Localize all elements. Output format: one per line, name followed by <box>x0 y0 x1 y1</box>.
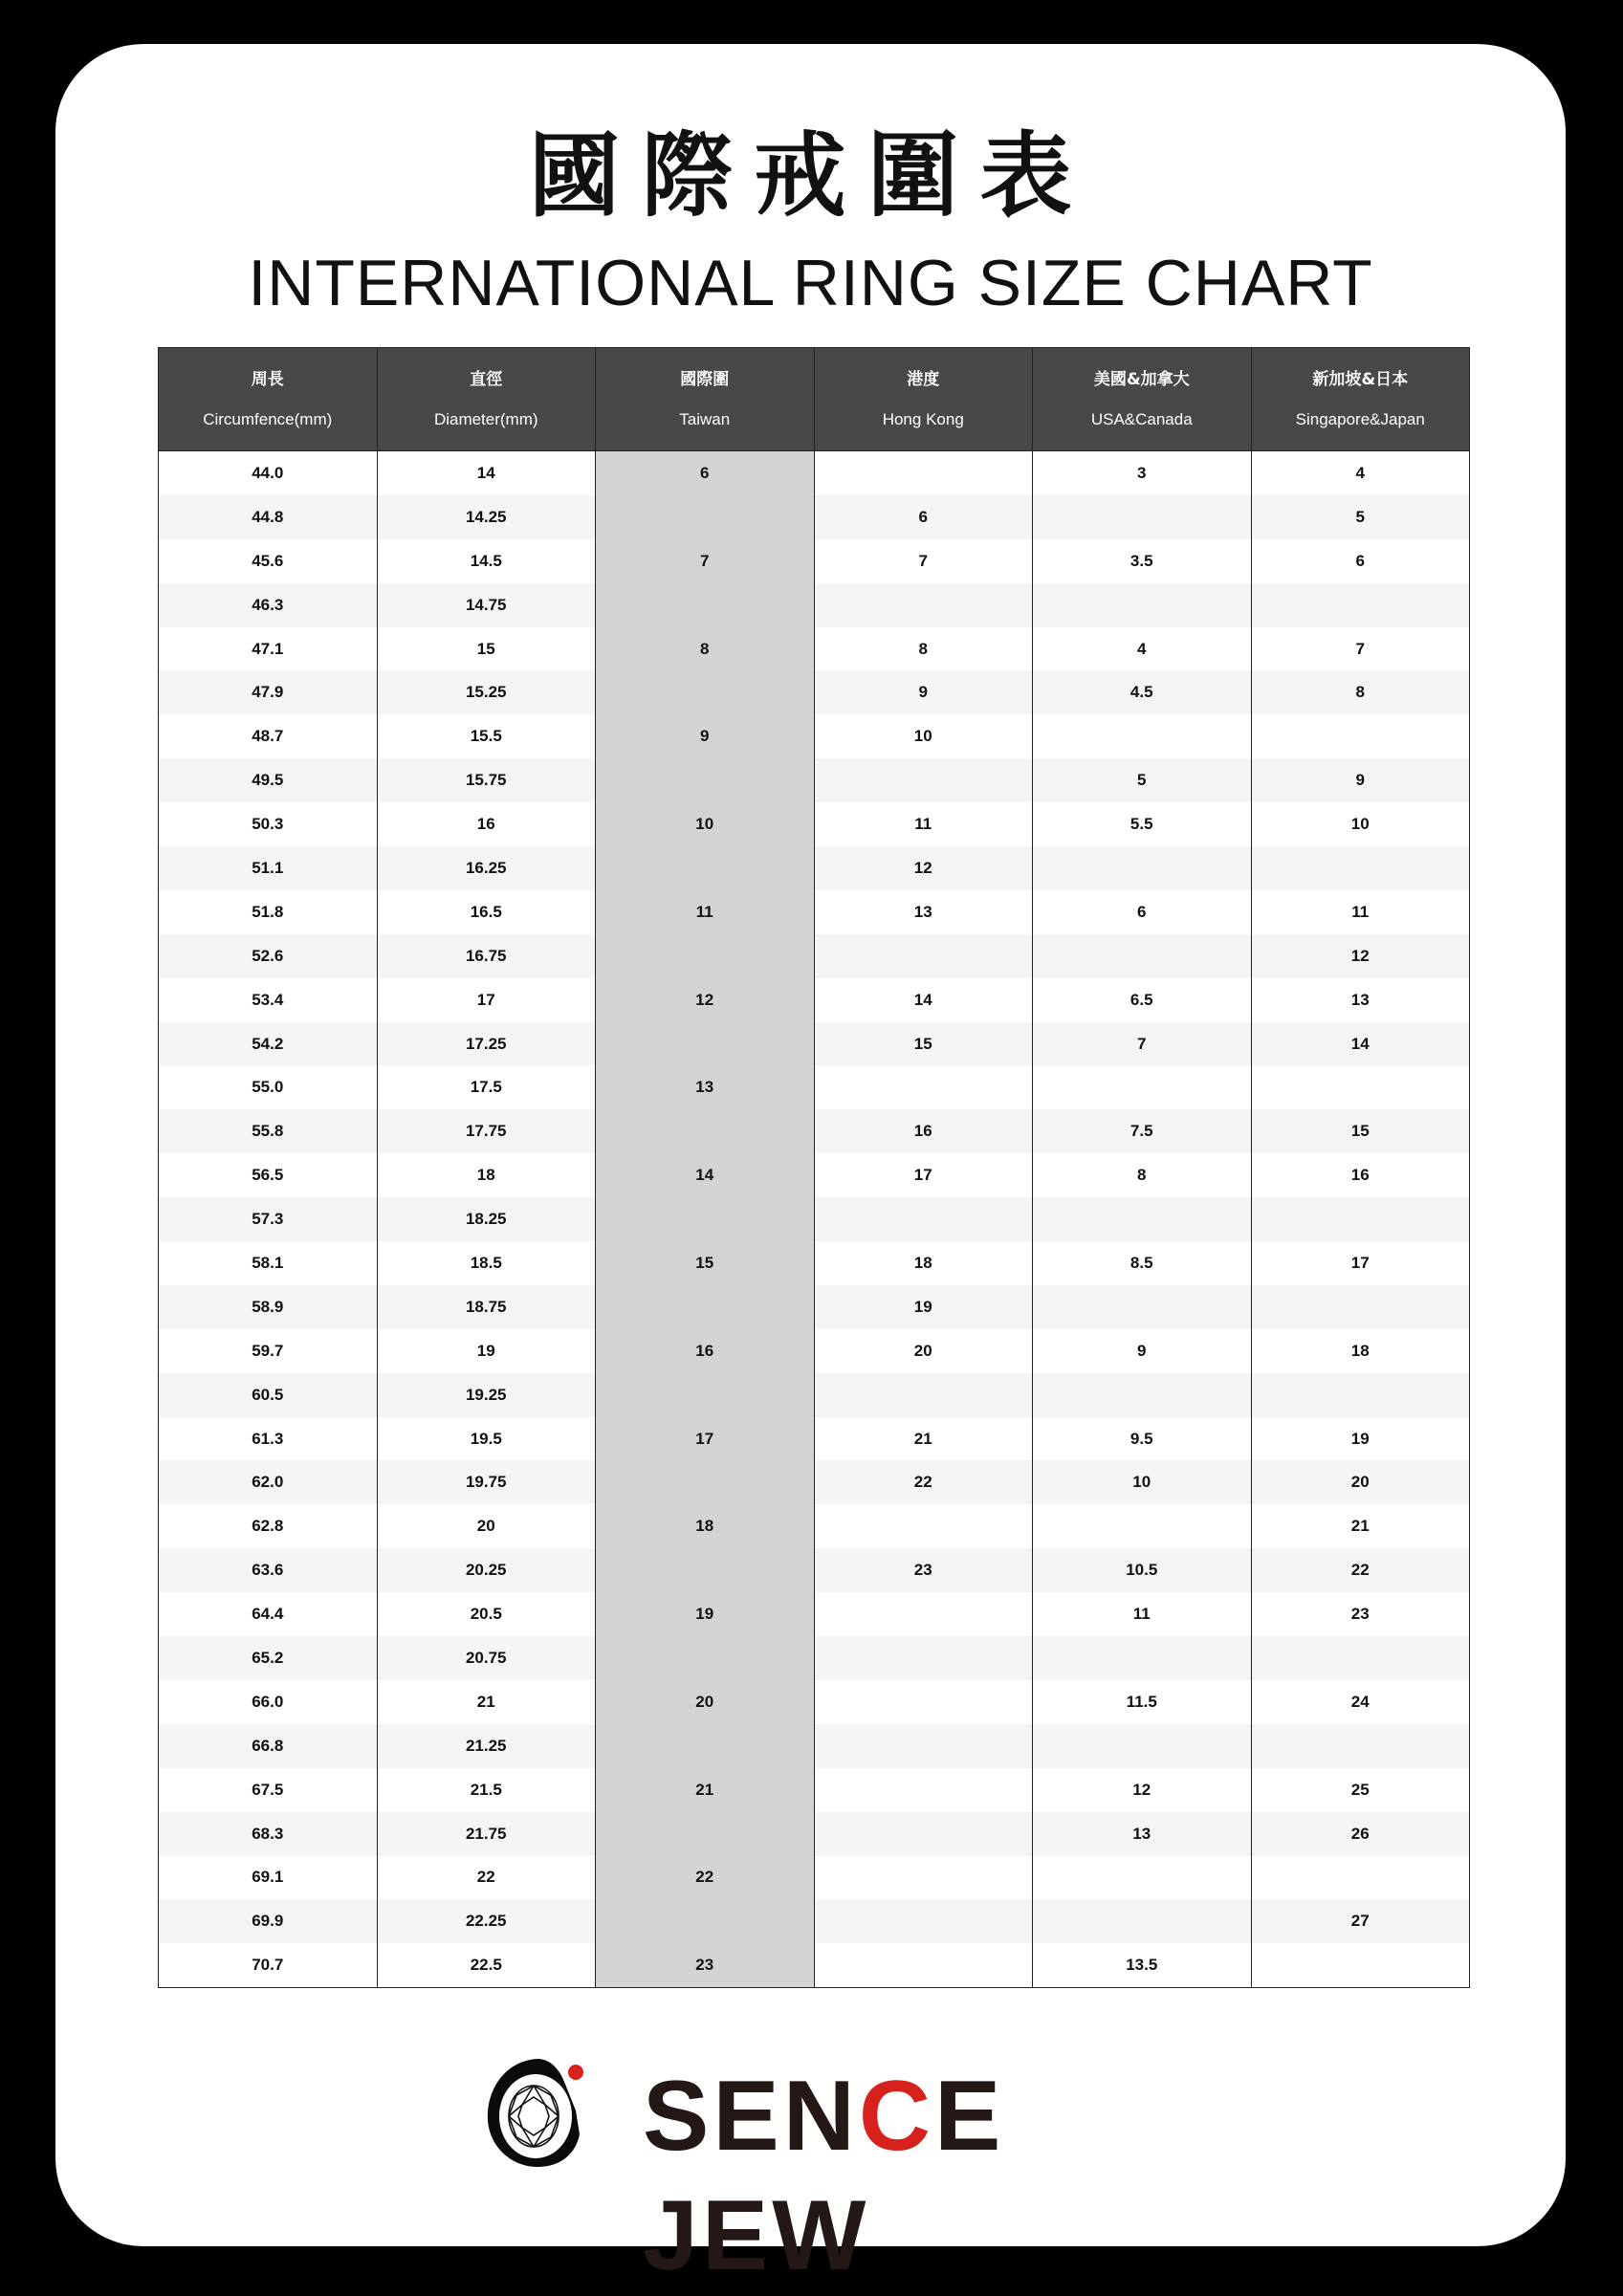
table-cell <box>1251 1636 1470 1680</box>
table-cell: 58.1 <box>159 1241 378 1285</box>
table-cell <box>1251 1724 1470 1768</box>
table-cell <box>814 1592 1033 1636</box>
table-cell: 19 <box>377 1329 596 1373</box>
table-row <box>159 714 1470 758</box>
column-header <box>596 348 815 451</box>
table-cell: 45.6 <box>159 539 378 583</box>
table-cell: 17 <box>814 1153 1033 1197</box>
table-cell <box>596 846 815 890</box>
table-cell: 17 <box>596 1417 815 1461</box>
table-row <box>159 1373 1470 1417</box>
table-cell <box>1251 1943 1470 1987</box>
table-cell: 51.8 <box>159 890 378 934</box>
table-cell: 7 <box>1251 627 1470 671</box>
table-cell: 3 <box>1033 451 1252 495</box>
table-cell: 55.0 <box>159 1065 378 1109</box>
column-header-en: Hong Kong <box>882 409 964 428</box>
table-cell: 18 <box>814 1241 1033 1285</box>
table-row <box>159 1724 1470 1768</box>
table-cell <box>596 670 815 714</box>
table-cell <box>1033 1373 1252 1417</box>
table-cell: 6 <box>1251 539 1470 583</box>
table-cell <box>814 1197 1033 1241</box>
table-cell <box>596 758 815 802</box>
table-cell <box>814 1065 1033 1109</box>
table-cell <box>1033 714 1252 758</box>
table-cell: 57.3 <box>159 1197 378 1241</box>
table-cell <box>814 1812 1033 1856</box>
table-cell: 10 <box>814 714 1033 758</box>
table-cell: 14 <box>1251 1022 1470 1066</box>
table-cell: 20 <box>377 1504 596 1548</box>
table-row <box>159 451 1470 495</box>
table-cell <box>596 934 815 978</box>
table-cell: 17 <box>377 978 596 1022</box>
table-cell: 63.6 <box>159 1548 378 1592</box>
table-cell <box>814 1373 1033 1417</box>
table-cell: 19 <box>1251 1417 1470 1461</box>
table-cell: 20.25 <box>377 1548 596 1592</box>
table-cell <box>814 583 1033 627</box>
table-cell: 20.5 <box>377 1592 596 1636</box>
column-header <box>377 348 596 451</box>
ring-size-card <box>55 44 1566 2291</box>
table-cell: 19.75 <box>377 1460 596 1504</box>
table-cell: 8 <box>1033 1153 1252 1197</box>
table-cell: 16.5 <box>377 890 596 934</box>
table-cell: 15 <box>1251 1109 1470 1153</box>
table-cell <box>1033 1504 1252 1548</box>
table-cell <box>814 1899 1033 1943</box>
table-cell: 64.4 <box>159 1592 378 1636</box>
table-cell: 23 <box>596 1943 815 1987</box>
column-header-zh: 新加坡&日本 <box>1312 369 1409 389</box>
table-cell: 8 <box>1251 670 1470 714</box>
table-cell: 21.75 <box>377 1812 596 1856</box>
table-row <box>159 1856 1470 1900</box>
table-cell: 12 <box>814 846 1033 890</box>
table-cell: 21 <box>814 1417 1033 1461</box>
table-cell: 14.5 <box>377 539 596 583</box>
table-row <box>159 1504 1470 1548</box>
table-cell: 21.25 <box>377 1724 596 1768</box>
table-cell <box>814 758 1033 802</box>
table-cell: 50.3 <box>159 802 378 846</box>
table-cell: 58.9 <box>159 1285 378 1329</box>
table-cell: 21 <box>1251 1504 1470 1548</box>
table-cell: 69.1 <box>159 1856 378 1900</box>
column-header <box>814 348 1033 451</box>
table-cell: 18 <box>1251 1329 1470 1373</box>
column-header-en: Taiwan <box>679 409 731 428</box>
table-cell: 15 <box>377 627 596 671</box>
table-cell: 22.25 <box>377 1899 596 1943</box>
table-cell: 9 <box>1251 758 1470 802</box>
table-cell <box>1033 846 1252 890</box>
table-cell: 15.75 <box>377 758 596 802</box>
table-row <box>159 1065 1470 1109</box>
table-cell: 10 <box>1033 1460 1252 1504</box>
table-body <box>159 451 1470 1988</box>
table-cell: 23 <box>1251 1592 1470 1636</box>
table-cell <box>1033 1197 1252 1241</box>
table-cell: 13 <box>1251 978 1470 1022</box>
table-row <box>159 1899 1470 1943</box>
column-header-en: USA&Canada <box>1090 409 1193 428</box>
table-row <box>159 1768 1470 1812</box>
table-cell <box>596 495 815 539</box>
table-cell: 5.5 <box>1033 802 1252 846</box>
table-cell: 14 <box>596 1153 815 1197</box>
table-row <box>159 846 1470 890</box>
table-cell: 20 <box>596 1680 815 1724</box>
table-cell: 11 <box>814 802 1033 846</box>
table-cell: 17.25 <box>377 1022 596 1066</box>
table-cell <box>596 1109 815 1153</box>
column-header-zh: 港度 <box>907 369 940 389</box>
table-cell: 21 <box>596 1768 815 1812</box>
table-row <box>159 934 1470 978</box>
table-cell: 48.7 <box>159 714 378 758</box>
table-cell: 6.5 <box>1033 978 1252 1022</box>
table-cell: 5 <box>1251 495 1470 539</box>
table-cell <box>814 1943 1033 1987</box>
table-cell: 18.5 <box>377 1241 596 1285</box>
table-cell: 55.8 <box>159 1109 378 1153</box>
table-cell: 22 <box>596 1856 815 1900</box>
table-row <box>159 1460 1470 1504</box>
table-cell: 10 <box>596 802 815 846</box>
table-cell <box>1251 1197 1470 1241</box>
table-cell: 5 <box>1033 758 1252 802</box>
table-cell: 4 <box>1033 627 1252 671</box>
table-cell <box>596 1636 815 1680</box>
brand-name <box>643 2057 1188 2296</box>
table-row <box>159 539 1470 583</box>
table-cell <box>596 1724 815 1768</box>
table-cell: 62.0 <box>159 1460 378 1504</box>
table-cell: 16 <box>1251 1153 1470 1197</box>
table-cell: 18.75 <box>377 1285 596 1329</box>
table-cell: 15.5 <box>377 714 596 758</box>
table-row <box>159 670 1470 714</box>
table-cell <box>596 1548 815 1592</box>
table-row <box>159 1241 1470 1285</box>
table-cell <box>1033 1065 1252 1109</box>
table-cell: 52.6 <box>159 934 378 978</box>
table-cell: 16 <box>377 802 596 846</box>
table-cell: 8 <box>596 627 815 671</box>
table-cell: 4.5 <box>1033 670 1252 714</box>
brand-name-part1: SEN <box>643 2061 859 2172</box>
table-row <box>159 890 1470 934</box>
table-cell: 69.9 <box>159 1899 378 1943</box>
table-cell: 62.8 <box>159 1504 378 1548</box>
table-cell: 47.9 <box>159 670 378 714</box>
table-header-row <box>159 348 1470 451</box>
table-row <box>159 758 1470 802</box>
column-header-zh: 國際圍 <box>680 369 730 389</box>
column-header-en: Circumfence(mm) <box>203 409 333 428</box>
table-cell <box>814 1636 1033 1680</box>
table-cell: 54.2 <box>159 1022 378 1066</box>
table-cell <box>1033 1636 1252 1680</box>
table-cell: 46.3 <box>159 583 378 627</box>
table-row <box>159 1548 1470 1592</box>
table-cell: 23 <box>814 1548 1033 1592</box>
table-row <box>159 1022 1470 1066</box>
table-cell <box>1251 846 1470 890</box>
table-cell: 8 <box>814 627 1033 671</box>
brand-name-accent-letter: C <box>858 2061 934 2172</box>
table-cell: 9 <box>596 714 815 758</box>
table-cell <box>1033 495 1252 539</box>
column-header-en: Singapore&Japan <box>1295 409 1425 428</box>
table-cell <box>814 1724 1033 1768</box>
table-cell: 4 <box>1251 451 1470 495</box>
table-row <box>159 1636 1470 1680</box>
table-cell: 22 <box>814 1460 1033 1504</box>
table-cell: 16.75 <box>377 934 596 978</box>
table-cell: 6 <box>814 495 1033 539</box>
table-cell: 15 <box>814 1022 1033 1066</box>
table-cell: 14.25 <box>377 495 596 539</box>
table-cell <box>814 1504 1033 1548</box>
table-cell: 16.25 <box>377 846 596 890</box>
table-cell: 61.3 <box>159 1417 378 1461</box>
table-cell: 13 <box>596 1065 815 1109</box>
column-header-zh: 直徑 <box>470 369 503 389</box>
table-row <box>159 1153 1470 1197</box>
table-cell: 7.5 <box>1033 1109 1252 1153</box>
table-cell <box>1251 1285 1470 1329</box>
table-cell <box>814 1680 1033 1724</box>
table-cell <box>814 1768 1033 1812</box>
table-cell: 18.25 <box>377 1197 596 1241</box>
table-cell: 9 <box>1033 1329 1252 1373</box>
table-cell: 65.2 <box>159 1636 378 1680</box>
table-row <box>159 627 1470 671</box>
table-cell: 68.3 <box>159 1812 378 1856</box>
table-cell: 14 <box>814 978 1033 1022</box>
table-cell: 15 <box>596 1241 815 1285</box>
brand-logo <box>480 2053 1188 2291</box>
table-cell <box>596 1899 815 1943</box>
table-cell: 67.5 <box>159 1768 378 1812</box>
table-cell <box>1033 934 1252 978</box>
table-cell <box>1251 714 1470 758</box>
diamond-ring-logo-icon <box>480 2053 601 2173</box>
table-cell: 51.1 <box>159 846 378 890</box>
table-cell: 19.25 <box>377 1373 596 1417</box>
ring-size-table <box>158 347 1470 1988</box>
column-header-zh: 周長 <box>251 369 284 389</box>
table-cell: 60.5 <box>159 1373 378 1417</box>
table-cell: 15.25 <box>377 670 596 714</box>
table-cell: 12 <box>1033 1768 1252 1812</box>
table-cell: 9.5 <box>1033 1417 1252 1461</box>
table-cell: 66.0 <box>159 1680 378 1724</box>
table-cell: 22 <box>377 1856 596 1900</box>
column-header <box>1251 348 1470 451</box>
table-cell: 21 <box>377 1680 596 1724</box>
table-cell <box>1251 1373 1470 1417</box>
table-cell: 27 <box>1251 1899 1470 1943</box>
table-cell: 49.5 <box>159 758 378 802</box>
table-cell: 11 <box>596 890 815 934</box>
table-cell: 13.5 <box>1033 1943 1252 1987</box>
table-row <box>159 1109 1470 1153</box>
table-cell: 12 <box>1251 934 1470 978</box>
table-row <box>159 978 1470 1022</box>
table-cell <box>596 1812 815 1856</box>
page-title-chinese: 國際戒圍表 <box>528 122 1093 230</box>
table-row <box>159 1943 1470 1987</box>
table-row <box>159 583 1470 627</box>
table-cell: 11 <box>1251 890 1470 934</box>
table-cell: 13 <box>1033 1812 1252 1856</box>
table-cell: 19 <box>814 1285 1033 1329</box>
table-cell: 6 <box>596 451 815 495</box>
table-cell <box>814 934 1033 978</box>
table-cell: 7 <box>814 539 1033 583</box>
table-cell <box>1033 1724 1252 1768</box>
table-row <box>159 495 1470 539</box>
table-cell: 11.5 <box>1033 1680 1252 1724</box>
table-cell: 22 <box>1251 1548 1470 1592</box>
table-cell: 10.5 <box>1033 1548 1252 1592</box>
table-cell <box>596 1197 815 1241</box>
table-cell: 26 <box>1251 1812 1470 1856</box>
table-cell: 17.75 <box>377 1109 596 1153</box>
table-cell: 17.5 <box>377 1065 596 1109</box>
table-cell <box>1251 1856 1470 1900</box>
table-row <box>159 1812 1470 1856</box>
table-cell: 66.8 <box>159 1724 378 1768</box>
column-header-zh: 美國&加拿大 <box>1093 369 1190 389</box>
table-row <box>159 1197 1470 1241</box>
table-row <box>159 1417 1470 1461</box>
page-title-english: INTERNATIONAL RING SIZE CHART <box>248 247 1373 319</box>
table-cell <box>1033 1856 1252 1900</box>
table-cell: 53.4 <box>159 978 378 1022</box>
table-cell: 6 <box>1033 890 1252 934</box>
table-cell <box>1033 1899 1252 1943</box>
column-header <box>159 348 378 451</box>
column-header <box>1033 348 1252 451</box>
table-cell <box>596 1460 815 1504</box>
table-cell: 47.1 <box>159 627 378 671</box>
table-cell <box>596 583 815 627</box>
table-cell <box>1251 1065 1470 1109</box>
column-header-en: Diameter(mm) <box>433 409 538 428</box>
table-cell: 7 <box>596 539 815 583</box>
table-cell <box>596 1373 815 1417</box>
table-cell: 7 <box>1033 1022 1252 1066</box>
table-cell: 14 <box>377 451 596 495</box>
table-row <box>159 1592 1470 1636</box>
table-cell: 59.7 <box>159 1329 378 1373</box>
table-cell: 22.5 <box>377 1943 596 1987</box>
table-cell <box>1033 1285 1252 1329</box>
table-row <box>159 1680 1470 1724</box>
table-cell: 44.0 <box>159 451 378 495</box>
table-cell: 20.75 <box>377 1636 596 1680</box>
table-cell <box>596 1285 815 1329</box>
table-cell: 9 <box>814 670 1033 714</box>
table-cell: 24 <box>1251 1680 1470 1724</box>
table-row <box>159 802 1470 846</box>
table-cell: 21.5 <box>377 1768 596 1812</box>
table-cell: 3.5 <box>1033 539 1252 583</box>
table-cell: 14.75 <box>377 583 596 627</box>
table-cell: 19.5 <box>377 1417 596 1461</box>
table-cell <box>596 1022 815 1066</box>
table-row <box>159 1329 1470 1373</box>
brand-name-part2: E JEW <box>643 2061 1005 2291</box>
table-cell: 20 <box>814 1329 1033 1373</box>
table-cell: 16 <box>814 1109 1033 1153</box>
table-cell: 8.5 <box>1033 1241 1252 1285</box>
table-cell: 18 <box>377 1153 596 1197</box>
table-cell: 56.5 <box>159 1153 378 1197</box>
table-cell: 44.8 <box>159 495 378 539</box>
table-cell <box>1251 583 1470 627</box>
table-cell <box>814 451 1033 495</box>
table-cell: 70.7 <box>159 1943 378 1987</box>
table-row <box>159 1285 1470 1329</box>
table-cell: 10 <box>1251 802 1470 846</box>
table-cell: 17 <box>1251 1241 1470 1285</box>
table-cell: 12 <box>596 978 815 1022</box>
table-cell: 25 <box>1251 1768 1470 1812</box>
table-cell <box>1033 583 1252 627</box>
table-cell: 19 <box>596 1592 815 1636</box>
table-cell: 13 <box>814 890 1033 934</box>
table-cell: 20 <box>1251 1460 1470 1504</box>
table-cell <box>814 1856 1033 1900</box>
table-cell: 16 <box>596 1329 815 1373</box>
table-cell: 18 <box>596 1504 815 1548</box>
table-cell: 11 <box>1033 1592 1252 1636</box>
